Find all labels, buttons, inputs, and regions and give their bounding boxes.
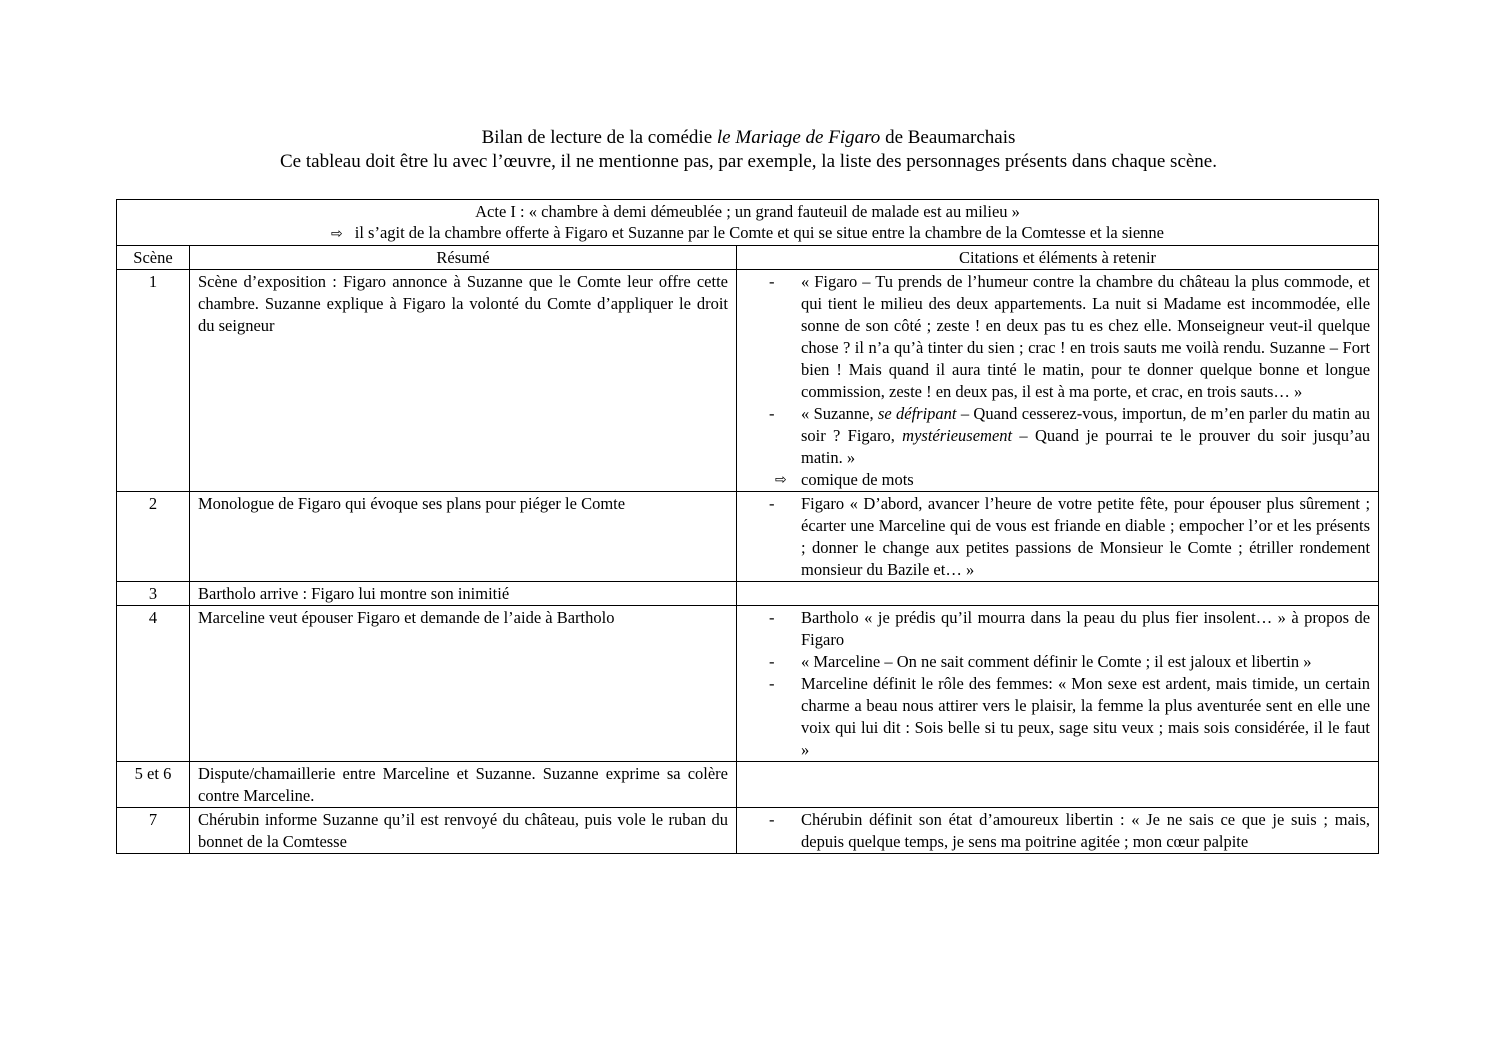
arrow-icon: ⇨ (775, 472, 787, 488)
scene-number: 5 et 6 (117, 762, 190, 808)
table-row (117, 762, 1379, 808)
table-row (117, 582, 1379, 606)
scene-number: 2 (117, 492, 190, 582)
act-heading-cell (117, 200, 1379, 246)
act-note: ⇨ il s’agit de la chambre offerte à Figaro et Suzanne par le Comte et qui se situe entre la chambre de la Comtesse et la sienne (331, 223, 1165, 242)
scene-number: 1 (117, 270, 190, 492)
list-item: - Marceline définit le rôle des femmes: « Mon sexe est ardent, mais timide, un certain charme a beau nous attirer vers le plaisir, la femme la plus aventurée sent en elle une voix qui lui dit : Sois belle si tu peux, sage situ veux ; mais sois considérée, il le faut » (769, 674, 1371, 759)
scene-number: 7 (117, 808, 190, 854)
dash-marker: - (769, 494, 775, 513)
column-header-resume: Résumé (190, 246, 737, 270)
reading-table (116, 199, 1379, 854)
dash-marker: - (769, 810, 775, 829)
scene-quotes (737, 808, 1379, 854)
scene-summary: Dispute/chamaillerie entre Marceline et Suzanne. Suzanne exprime sa colère contre Marceline. (190, 762, 737, 808)
scene-quotes (737, 492, 1379, 582)
list-item: - « Marceline – On ne sait comment définir le Comte ; il est jaloux et libertin » (769, 652, 1312, 671)
list-item: - Figaro « D’abord, avancer l’heure de votre petite fête, pour épouser plus sûrement ; écarter une Marceline qui de vous est friande en diable ; empocher l’or et les présents ; donner le change aux petites passions de Monsieur le Comte ; étriller rondement monsieur du Bazile et… » (769, 494, 1371, 579)
column-header-scene: Scène (117, 246, 190, 270)
play-title: le Mariage de Figaro (716, 127, 881, 148)
scene-summary: Bartholo arrive : Figaro lui montre son inimitié (190, 582, 737, 606)
list-item: - Bartholo « je prédis qu’il mourra dans la peau du plus fier insolent… » à propos de Figaro (769, 608, 1371, 649)
dash-marker: - (769, 272, 775, 291)
list-item: - Chérubin définit son état d’amoureux libertin : « Je ne sais ce que je suis ; mais, depuis quelque temps, je sens ma poitrine agitée ; mon cœur palpite (769, 810, 1371, 851)
scene-summary: Marceline veut épouser Figaro et demande de l’aide à Bartholo (190, 606, 737, 762)
act-title: Acte I : « chambre à demi démeublée ; un grand fauteuil de malade est au milieu » (475, 202, 1020, 221)
column-header-row (117, 246, 1379, 270)
arrow-icon: ⇨ (331, 226, 343, 242)
document-subtitle: Ce tableau doit être lu avec l’œuvre, il ne mentionne pas, par exemple, la liste des personnages présents dans chaque scène. (280, 151, 1217, 172)
table-row (117, 808, 1379, 854)
document-header (0, 126, 1497, 174)
dash-marker: - (769, 404, 775, 423)
scene-summary: Scène d’exposition : Figaro annonce à Suzanne que le Comte leur offre cette chambre. Suzanne explique à Figaro la volonté du Comte d’appliquer le droit du seigneur (190, 270, 737, 492)
list-item: - « Suzanne, se défripant – Quand cesserez-vous, importun, de m’en parler du matin au soir ? Figaro, mystérieusement – Quand je pourrai te le prouver du soir jusqu’au matin. » (769, 404, 1371, 467)
table-row (117, 606, 1379, 762)
scene-quotes (737, 582, 1379, 606)
document-title: Bilan de lecture de la comédie le Mariage de Figaro de Beaumarchais (481, 127, 1016, 148)
scene-summary: Monologue de Figaro qui évoque ses plans pour piéger le Comte (190, 492, 737, 582)
scene-number: 4 (117, 606, 190, 762)
table-row (117, 492, 1379, 582)
act-row (117, 200, 1379, 246)
scene-number: 3 (117, 582, 190, 606)
scene-quotes (737, 270, 1379, 492)
dash-marker: - (769, 674, 775, 693)
dash-marker: - (769, 652, 775, 671)
list-item: ⇨ comique de mots (775, 470, 914, 489)
scene-quotes (737, 762, 1379, 808)
table-row (117, 270, 1379, 492)
scene-quotes (737, 606, 1379, 762)
list-item: - « Figaro – Tu prends de l’humeur contre la chambre du château la plus commode, et qui tient le milieu des deux appartements. La nuit si Madame est incommodée, elle sonne de son côté ; zeste ! en deux pas tu es chez elle. Monseigneur veut-il quelque chose ? il n’a qu’à tinter du sien ; crac ! en trois sauts me voilà rendu. Suzanne – Fort bien ! Mais quand il aura tinté le matin, pour te donner quelque bonne et longue commission, zeste ! en deux pas, il est à ma porte, et crac, en trois sauts… » (769, 272, 1371, 401)
column-header-quotes: Citations et éléments à retenir (737, 246, 1379, 270)
scene-summary: Chérubin informe Suzanne qu’il est renvoyé du château, puis vole le ruban du bonnet de la Comtesse (190, 808, 737, 854)
dash-marker: - (769, 608, 775, 627)
